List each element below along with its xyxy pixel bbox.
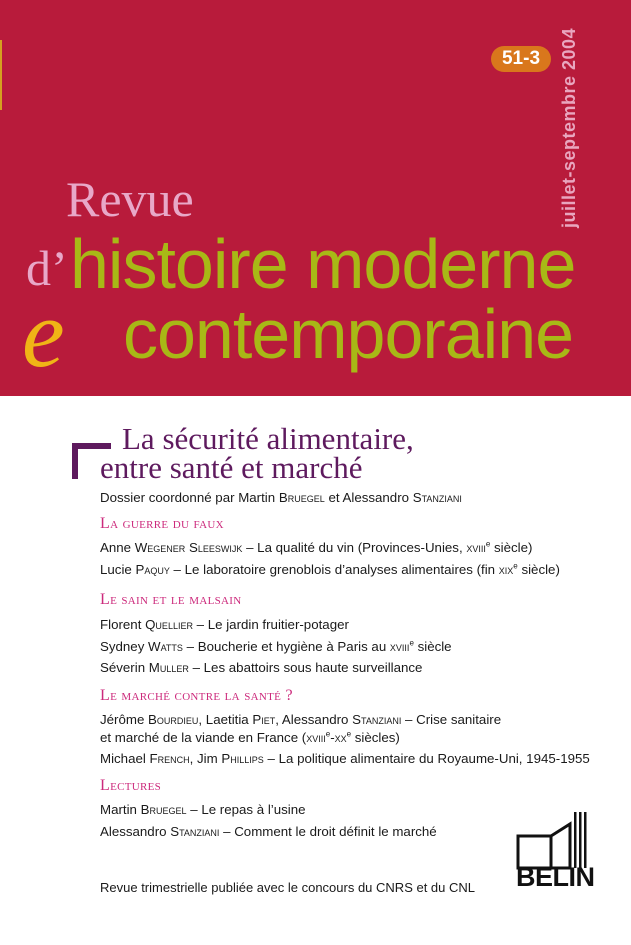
text-segment: – Le laboratoire grenoblois d’analyses alimentaires (fin [169,562,499,577]
text-segment: , Alessandro [275,712,353,727]
article-entry [100,824,437,840]
text-segment: – Le repas à l’usine [186,802,306,817]
text-segment: Dossier coordonné par Martin [100,490,279,505]
small-caps-text: Bruegel [278,490,325,505]
publisher-name: BELIN [516,862,595,892]
small-caps-text: Stanziani [170,824,220,839]
text-segment: Martin [100,802,141,817]
text-segment: – Les abattoirs sous haute surveillance [188,660,423,675]
article-entry [100,730,400,746]
text-segment: – Comment le droit définit le marché [219,824,437,839]
small-caps-text: xx [334,730,347,745]
dossier-title-line2: entre santé et marché [100,450,363,485]
cover-header [0,0,631,396]
journal-ampersand-logo: e [22,280,65,387]
text-segment: siècle) [517,562,560,577]
article-entry [100,540,532,556]
dossier-title-line1: La sécurité alimentaire, [122,421,414,456]
small-caps-text: Watts [148,639,183,654]
belin-logo-icon [516,810,588,870]
section-heading: Le marché contre la santé ? [100,687,293,704]
edge-mark [0,40,2,110]
journal-title-line1: histoire moderne [70,225,576,303]
section-heading: Le sain et le malsain [100,591,242,608]
small-caps-text: xviii [466,540,486,555]
small-caps-text: Quellier [145,617,193,632]
article-entry [100,802,306,818]
section-heading: Lectures [100,777,162,794]
dossier-coordinators [100,490,462,506]
text-segment: Jérôme [100,712,149,727]
issue-badge: 51-3 [491,46,551,72]
text-segment: – La politique alimentaire du Royaume-Uni, 1945-1955 [263,751,590,766]
small-caps-text: Bruegel [140,802,187,817]
small-caps-text: French [149,751,190,766]
text-segment: – Boucherie et hygiène à Paris au [182,639,390,654]
text-segment: , Jim [189,751,222,766]
article-entry [100,712,501,728]
text-segment: Lucie [100,562,136,577]
small-caps-text: xix [498,562,514,577]
superscript: e [513,561,518,571]
article-entry [100,562,560,578]
small-caps-text: Stanziani [412,490,462,505]
small-caps-text: Phillips [221,751,264,766]
text-segment: , Laetitia [198,712,253,727]
text-segment: Séverin [100,660,149,675]
superscript: e [485,539,491,549]
text-segment: siècle) [490,540,533,555]
article-entry [100,751,590,767]
text-segment: - [330,730,335,745]
text-segment: siècles) [351,730,400,745]
section-heading: La guerre du faux [100,515,224,532]
text-segment: siècle [413,639,452,654]
small-caps-text: Stanziani [352,712,402,727]
superscript: e [325,729,331,739]
small-caps-text: Piet [252,712,276,727]
small-caps-text: xviii [389,639,410,654]
text-segment: Florent [100,617,146,632]
article-entry [100,617,349,633]
journal-title-line2: contemporaine [123,295,574,373]
small-caps-text: Paquy [135,562,170,577]
article-entry [100,660,422,676]
dossier-title [100,421,414,485]
article-entry [100,639,452,655]
text-segment: et Alessandro [324,490,413,505]
superscript: e [409,638,414,648]
journal-title-revue: Revue [66,171,194,227]
text-segment: – Crise sanitaire [401,712,502,727]
text-segment: Sydney [100,639,149,654]
small-caps-text: Wegener Sleeswijk [134,540,243,555]
text-segment: Michael [100,751,150,766]
text-segment: Alessandro [100,824,171,839]
footer-note: Revue trimestrielle publiée avec le concours du CNRS et du CNL [100,880,476,895]
text-segment: et marché de la viande en France ( [100,730,307,745]
issue-date: juillet-septembre 2004 [559,27,579,228]
text-segment: – Le jardin fruitier-potager [192,617,349,632]
journal-title-d: d’ [26,240,68,296]
text-segment: Anne [100,540,135,555]
small-caps-text: Bourdieu [148,712,199,727]
text-segment: – La qualité du vin (Provinces-Unies, [242,540,467,555]
superscript: e [346,729,352,739]
bracket-decoration [72,443,78,479]
small-caps-text: Muller [148,660,189,675]
small-caps-text: xviii [306,730,326,745]
